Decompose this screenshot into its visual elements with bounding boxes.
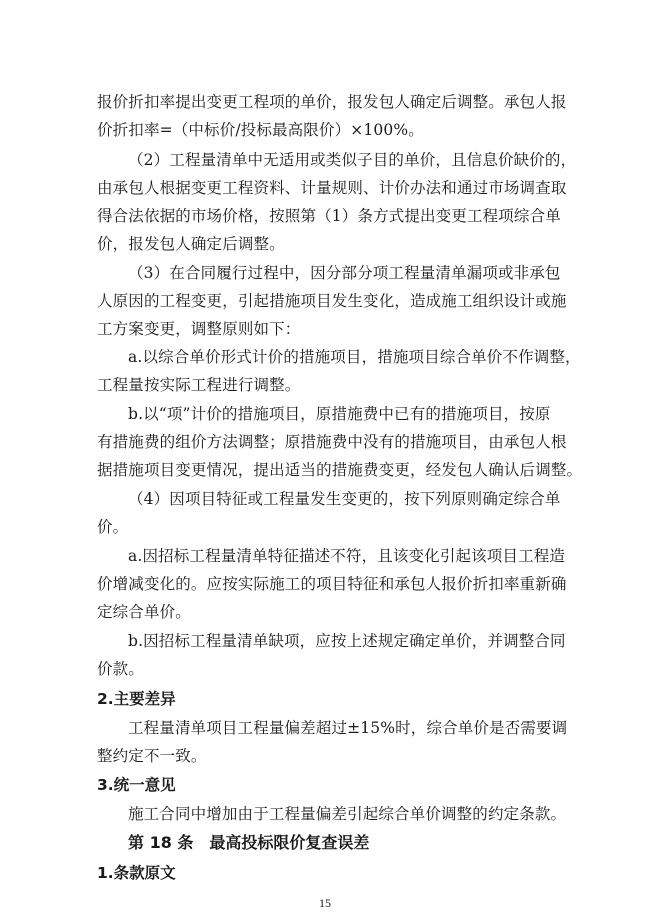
body-line: 施工合同中增加由于工程量偏差引起综合单价调整的约定条款。 [128,805,567,823]
body-line: 价，报发包人确定后调整。 [97,235,285,253]
body-line: 价款。 [97,660,144,678]
article-title: 第 18 条 最高投标限价复查误差 [128,833,370,852]
body-line: （3）在合同履行过程中，因分部分项工程量清单漏项或非承包 [128,264,561,282]
body-line: 工程量按实际工程进行调整。 [97,376,301,394]
body-line: 价折扣率=（中标价/投标最高限价）×100%。 [97,121,424,139]
body-line: a.以综合单价形式计价的措施项目，措施项目综合单价不作调整， [128,348,581,366]
body-line: 有措施费的组价方法调整；原措施费中没有的措施项目，由承包人根 [97,433,567,451]
body-line: 定综合单价。 [97,603,191,621]
body-line: 由承包人根据变更工程资料、计量规则、计价办法和通过市场调查取 [97,179,567,197]
body-line: 整约定不一致。 [97,747,207,765]
body-line: 价增减变化的。应按实际施工的项目特征和承包人报价折扣率重新确 [97,575,567,593]
section-heading-original: 1.条款原文 [97,864,176,882]
body-line: （4）因项目特征或工程量发生变更的，按下列原则确定综合单 [128,490,561,508]
section-heading-differences: 2.主要差异 [97,690,176,708]
body-line: 价。 [97,518,129,536]
body-line: 人原因的工程变更，引起措施项目发生变化，造成施工组织设计或施 [97,292,567,310]
body-line: b.因招标工程量清单缺项，应按上述规定确定单价，并调整合同 [128,632,566,650]
body-line: b.以“项”计价的措施项目，原措施费中已有的措施项目，按原 [128,405,551,423]
body-line: 得合法依据的市场价格，按照第（1）条方式提出变更工程项综合单 [97,207,561,225]
page-number: 15 [319,896,331,910]
body-line: 据措施项目变更情况，提出适当的措施费变更，经发包人确认后调整。 [97,461,583,479]
body-line: a.因招标工程量清单特征描述不符，且该变化引起该项目工程造 [128,547,566,565]
body-line: 工方案变更，调整原则如下： [97,320,301,338]
body-line: 工程量清单项目工程量偏差超过±15%时，综合单价是否需要调 [128,719,568,737]
body-line: 报价折扣率提出变更工程项的单价，报发包人确定后调整。承包人报 [97,93,567,111]
body-line: （2）工程量清单中无适用或类似子目的单价，且信息价缺价的， [128,151,577,169]
section-heading-opinion: 3.统一意见 [97,776,176,794]
